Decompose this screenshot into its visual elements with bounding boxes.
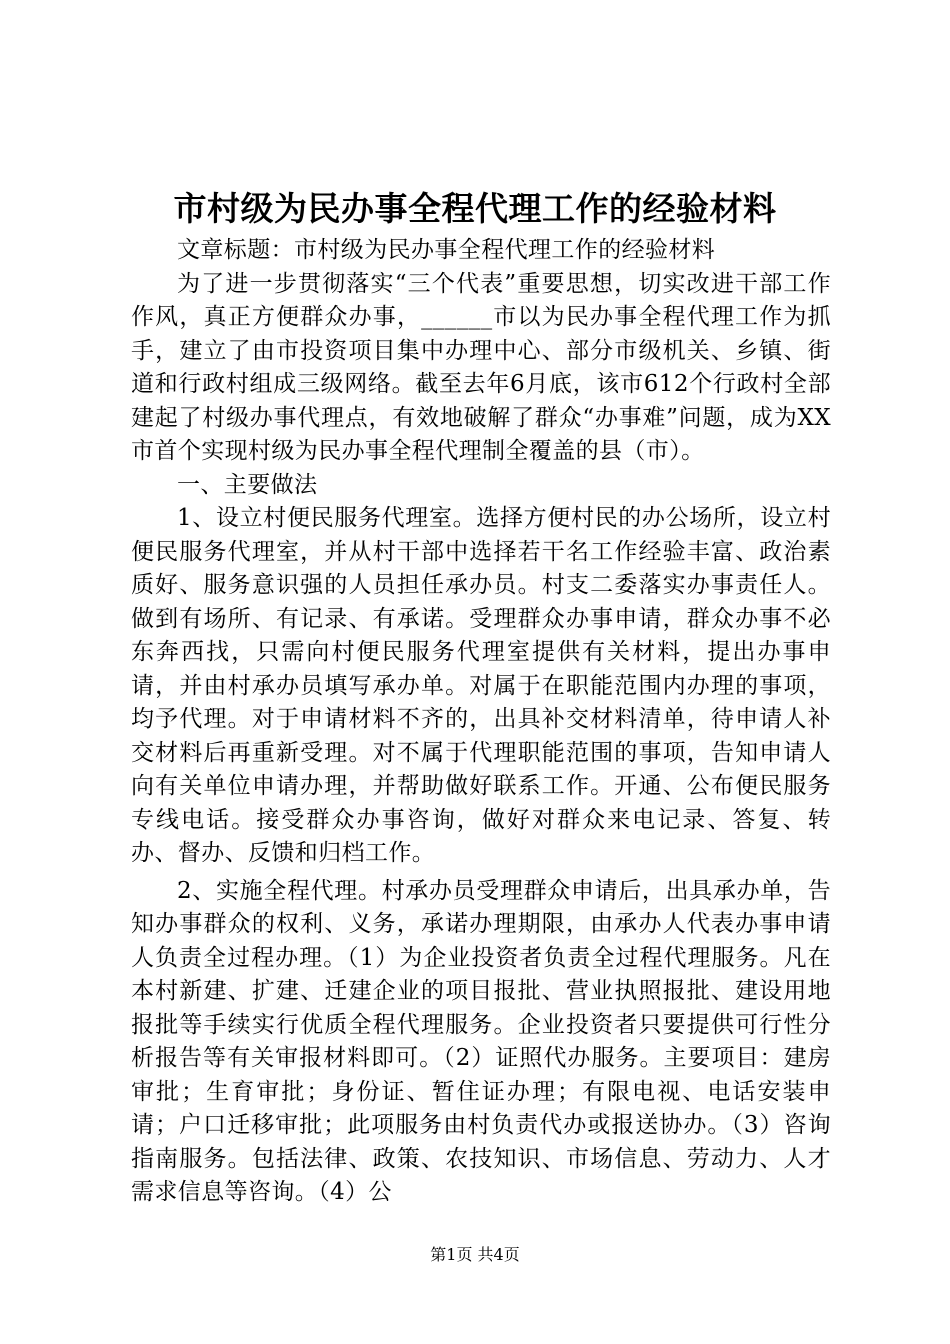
intro-paragraph: 为了进一步贯彻落实“三个代表”重要思想，切实改进干部工作作风，真正方便群众办事，______市以为民办事全程代理工作为抓手，建立了由市投资项目集中办理中心、部分市级机关、乡镇、街道和行政村组成三级网络。截至去年6月底，该市612个行政村全部建起了村级办事代理点，有效地破解了群众“办事难”问题，成为XX市首个实现村级为民办事全程代理制全覆盖的县（市）。 [131, 270, 831, 464]
article-title-line: 文章标题：市村级为民办事全程代理工作的经验材料 [177, 237, 716, 263]
paragraph-full-agency: 2、实施全程代理。村承办员受理群众申请后，出具承办单，告知办事群众的权利、义务，承诺办理期限，由承办人代表办事申请人负责全过程办理。（1）为企业投资者负责全过程代理服务。凡在本村新建、扩建、迁建企业的项目报批、营业执照报批、建设用地报批等手续实行优质全程代理服务。企业投资者只要提供可行性分析报告等有关审报材料即可。（2）证照代办服务。主要项目：建房审批；生育审批；身份证、暂住证办理；有限电视、电话安装申请；户口迁移审批；此项服务由村负责代办或报送协办。（3）咨询指南服务。包括法律、政策、农技知识、市场信息、劳动力、人才需求信息等咨询。（4）公 [131, 877, 831, 1205]
section-heading-main-practices: 一、主要做法 [177, 471, 318, 498]
paragraph-service-room: 1、设立村便民服务代理室。选择方便村民的办公场所，设立村便民服务代理室，并从村干部中选择若干名工作经验丰富、政治素质好、服务意识强的人员担任承办员。村支二委落实办事责任人。做到有场所、有记录、有承诺。受理群众办事申请，群众办事不必东奔西找，只需向村便民服务代理室提供有关材料，提出办事申请，并由村承办员填写承办单。对属于在职能范围内办理的事项，均予代理。对于申请材料不齐的，出具补交材料清单，待申请人补交材料后再重新受理。对不属于代理职能范围的事项，告知申请人向有关单位申请办理，并帮助做好联系工作。开通、公布便民服务专线电话。接受群众办事咨询，做好对群众来电记录、答复、转办、督办、反馈和归档工作。 [131, 505, 831, 866]
document-title: 市村级为民办事全程代理工作的经验材料 [173, 189, 777, 228]
document-body [131, 234, 831, 1210]
page-footer: 第1页 共4页 [430, 1245, 520, 1264]
